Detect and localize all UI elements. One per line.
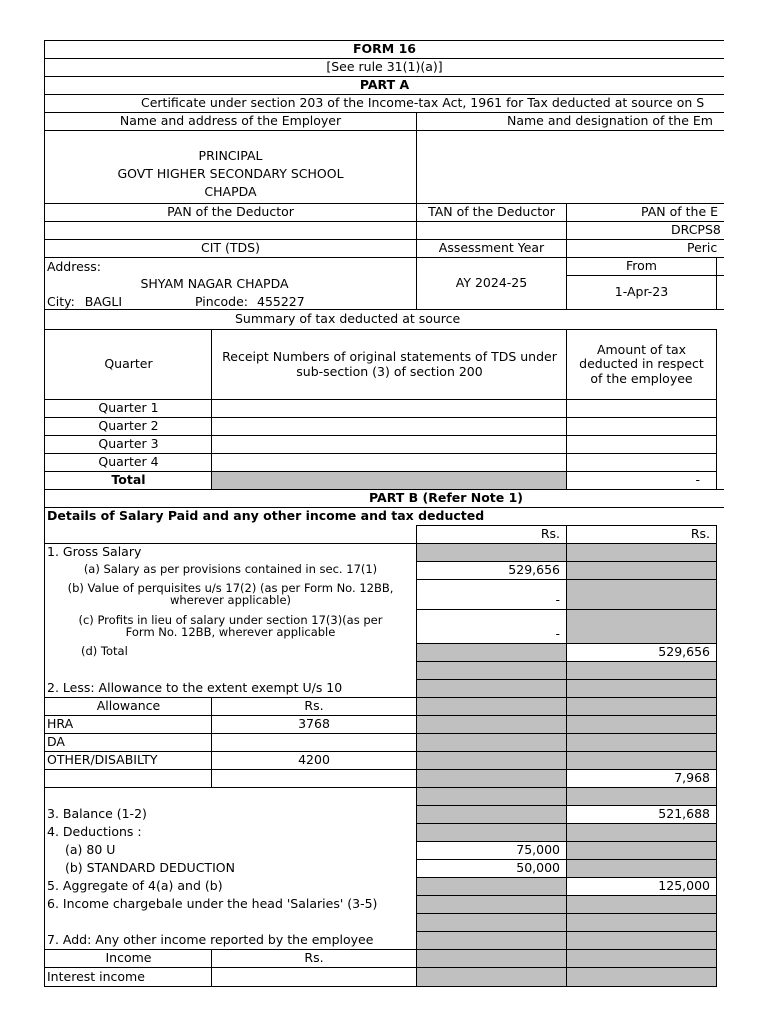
salary-d-col1 — [416, 643, 566, 661]
allowance-header-col2 — [566, 697, 716, 715]
deductions-label: 4. Deductions : — [44, 823, 416, 841]
amount-q2 — [566, 417, 716, 435]
allowance-da-value — [211, 733, 416, 751]
quarter-header: Quarter — [44, 329, 212, 399]
quarter-4: Quarter 4 — [44, 453, 212, 471]
part-b-heading: PART B (Refer Note 1) — [44, 489, 724, 507]
salary-a-label: (a) Salary as per provisions contained in sec. 17(1) — [44, 561, 416, 579]
income-header: Income — [44, 949, 212, 967]
salary-c-value: - — [416, 609, 566, 643]
salary-b-value: - — [416, 579, 566, 609]
employee-name-cell — [416, 130, 724, 204]
cit-label: CIT (TDS) — [44, 239, 416, 257]
income-salaries-col2 — [566, 895, 716, 913]
part-a-heading: PART A — [44, 76, 724, 94]
allowance-da: DA — [44, 733, 212, 751]
ded-a-col2 — [566, 841, 716, 859]
allowance-header: Allowance — [44, 697, 212, 715]
salary-b-col2 — [566, 579, 716, 609]
pan-deductor-value — [44, 221, 416, 239]
allowance-hra: HRA — [44, 715, 212, 733]
assessment-year-value: AY 2024-25 — [416, 257, 566, 309]
receipt-total — [211, 471, 567, 489]
total-label: Total — [44, 471, 212, 489]
blank-row-1 — [44, 661, 416, 679]
receipt-q3 — [211, 435, 567, 453]
income-header-col2 — [566, 949, 716, 967]
tan-deductor-value — [416, 221, 566, 239]
summary-title: Summary of tax deducted at source — [44, 309, 724, 329]
from-value: 1-Apr-23 — [566, 275, 716, 309]
aggregate-label: 5. Aggregate of 4(a) and (b) — [44, 877, 416, 895]
amount-q1 — [566, 399, 716, 417]
deductions-col2 — [566, 823, 716, 841]
gross-salary-col1 — [416, 543, 566, 561]
employer-line2: GOVT HIGHER SECONDARY SCHOOL — [117, 166, 344, 181]
rs-header-2: Rs. — [566, 525, 716, 543]
salary-d-label: (d) Total — [44, 643, 416, 661]
address-value: SHYAM NAGAR CHAPDA — [140, 276, 289, 291]
quarter-3: Quarter 3 — [44, 435, 212, 453]
ded-a-value: 75,000 — [416, 841, 566, 859]
quarter-1: Quarter 1 — [44, 399, 212, 417]
allowance-hra-col1 — [416, 715, 566, 733]
allowance-da-col1 — [416, 733, 566, 751]
blank-row-2-col1 — [416, 787, 566, 805]
interest-income-value — [211, 967, 416, 986]
allowance-total: 7,968 — [566, 769, 716, 787]
allowance-hra-value: 3768 — [211, 715, 416, 733]
interest-income-col2 — [566, 967, 716, 986]
rs-spacer — [44, 525, 416, 543]
allowance-other: OTHER/DISABILTY — [44, 751, 212, 769]
interest-income-col1 — [416, 967, 566, 986]
other-income-label: 7. Add: Any other income reported by the employee — [44, 931, 416, 949]
employer-line1: PRINCIPAL — [198, 148, 263, 163]
salary-d-value: 529,656 — [566, 643, 716, 661]
employee-name-label: Name and designation of the Em — [416, 112, 724, 130]
rs-header-1: Rs. — [416, 525, 566, 543]
pan-employee-value: DRCPS8 — [566, 221, 724, 239]
blank-row-3-col2 — [566, 913, 716, 931]
to-value — [716, 275, 724, 309]
period-label: Peric — [566, 239, 724, 257]
balance-label: 3. Balance (1-2) — [44, 805, 416, 823]
part-b-details: Details of Salary Paid and any other income and tax deducted — [44, 507, 724, 525]
amount-q3 — [566, 435, 716, 453]
ded-b-value: 50,000 — [416, 859, 566, 877]
blank-row-2 — [44, 787, 416, 805]
allowance-sum-blank-rs — [211, 769, 416, 787]
employer-label: Name and address of the Employer — [44, 112, 416, 130]
gross-salary-col2 — [566, 543, 716, 561]
city-pincode-row — [47, 293, 414, 309]
less-allowance-col2 — [566, 679, 716, 697]
salary-a-col2 — [566, 561, 716, 579]
summary-right-border — [716, 329, 717, 489]
receipt-q1 — [211, 399, 567, 417]
blank-row-3-col1 — [416, 913, 566, 931]
aggregate-value: 125,000 — [566, 877, 716, 895]
city-value: BAGLI — [84, 294, 123, 309]
allowance-header-col1 — [416, 697, 566, 715]
allowance-rs-header: Rs. — [211, 697, 416, 715]
less-allowance-label: 2. Less: Allowance to the extent exempt U/s 10 — [44, 679, 416, 697]
pan-deductor-label: PAN of the Deductor — [44, 203, 416, 221]
form-rule: [See rule 31(1)(a)] — [44, 58, 724, 76]
tan-deductor-label: TAN of the Deductor — [416, 203, 566, 221]
blank-row-1-col1 — [416, 661, 566, 679]
income-header-col1 — [416, 949, 566, 967]
receipt-header: Receipt Numbers of original statements of TDS under sub-section (3) of section 200 — [211, 329, 567, 399]
blank-row-2-col2 — [566, 787, 716, 805]
total-value: - — [566, 471, 716, 489]
ded-b-col2 — [566, 859, 716, 877]
income-salaries-label: 6. Income chargebale under the head 'Salaries' (3-5) — [44, 895, 416, 913]
allowance-da-col2 — [566, 733, 716, 751]
salary-c-col2 — [566, 609, 716, 643]
allowance-sum-blank — [44, 769, 212, 787]
employer-line3: CHAPDA — [204, 184, 257, 199]
table-bottom-border — [44, 986, 716, 987]
interest-income-label: Interest income — [44, 967, 212, 986]
income-salaries-col1 — [416, 895, 566, 913]
salary-b-label: (b) Value of perquisites u/s 17(2) (as per Form No. 12BB, wherever applicable) — [44, 579, 416, 609]
salary-c-label: (c) Profits in lieu of salary under section 17(3)(as per Form No. 12BB, wherever applicable — [44, 609, 416, 643]
aggregate-col1 — [416, 877, 566, 895]
gross-salary-label: 1. Gross Salary — [44, 543, 416, 561]
balance-col1 — [416, 805, 566, 823]
balance-value: 521,688 — [566, 805, 716, 823]
amount-q4 — [566, 453, 716, 471]
blank-row-1-col2 — [566, 661, 716, 679]
salary-a-value: 529,656 — [416, 561, 566, 579]
from-label: From — [566, 257, 716, 275]
other-income-col2 — [566, 931, 716, 949]
receipt-q4 — [211, 453, 567, 471]
pan-employee-label: PAN of the E — [566, 203, 724, 221]
pincode-value: 455227 — [257, 294, 305, 309]
to-label — [716, 257, 724, 275]
blank-row-3 — [44, 913, 416, 931]
quarter-2: Quarter 2 — [44, 417, 212, 435]
certificate-text: Certificate under section 203 of the Income-tax Act, 1961 for Tax deducted at source on S — [44, 94, 724, 112]
allowance-other-value: 4200 — [211, 751, 416, 769]
address-label: Address: — [47, 259, 101, 274]
form-title: FORM 16 — [44, 40, 724, 58]
income-rs-header: Rs. — [211, 949, 416, 967]
ded-a-label: (a) 80 U — [44, 841, 416, 859]
assessment-year-label: Assessment Year — [416, 239, 566, 257]
allowance-other-col2 — [566, 751, 716, 769]
other-income-col1 — [416, 931, 566, 949]
amount-header: Amount of tax deducted in respect of the employee — [566, 329, 716, 399]
table-right-border — [716, 525, 717, 987]
ded-b-label: (b) STANDARD DEDUCTION — [44, 859, 416, 877]
allowance-hra-col2 — [566, 715, 716, 733]
employer-address — [44, 130, 416, 204]
deductions-col1 — [416, 823, 566, 841]
pincode-label: Pincode: — [195, 294, 249, 309]
city-label: City: — [47, 294, 75, 309]
allowance-other-col1 — [416, 751, 566, 769]
cit-address — [44, 257, 416, 309]
less-allowance-col1 — [416, 679, 566, 697]
receipt-q2 — [211, 417, 567, 435]
allowance-sum-col1 — [416, 769, 566, 787]
